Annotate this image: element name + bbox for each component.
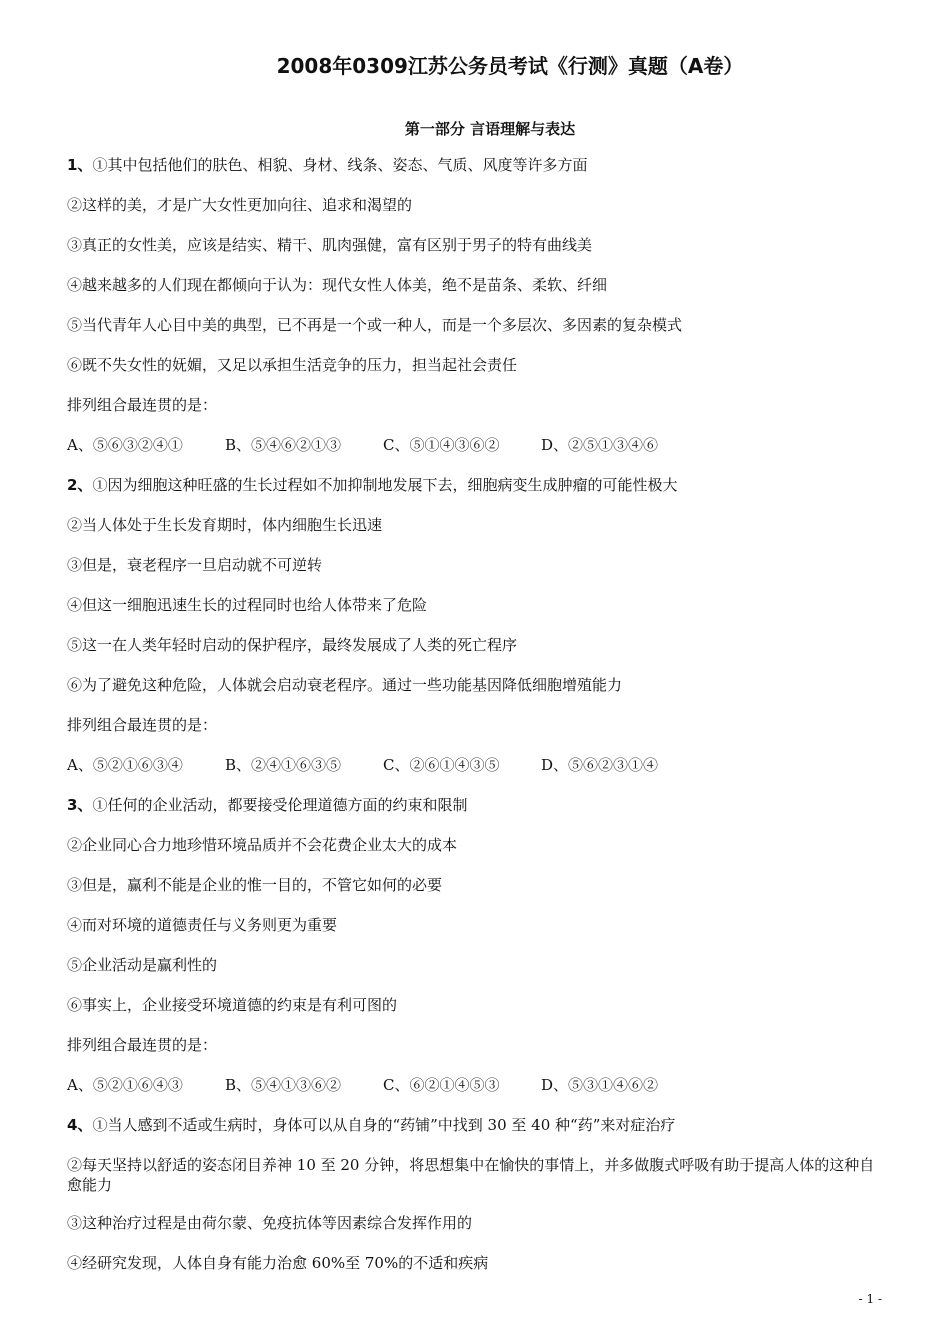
option-a: A、⑤②①⑥④③ [67, 1076, 183, 1094]
question-2-first-line: 2、①因为细胞这种旺盛的生长过程如不加抑制地发展下去，细胞病变生成肿瘤的可能性极大 [67, 476, 678, 494]
question-4-line: ④经研究发现，人体自身有能力治愈 60%至 70%的不适和疾病 [67, 1254, 489, 1272]
question-3-line: ④而对环境的道德责任与义务则更为重要 [67, 916, 338, 934]
option-a: A、⑤⑥③②④① [67, 436, 183, 454]
question-1-first-line: 1、①其中包括他们的肤色、相貌、身材、线条、姿态、气质、风度等许多方面 [67, 156, 588, 174]
question-1-line: ③真正的女性美，应该是结实、精干、肌肉强健，富有区别于男子的特有曲线美 [67, 236, 593, 254]
question-3-line: ②企业同心合力地珍惜环境品质并不会花费企业太大的成本 [67, 836, 458, 854]
question-2-line: ②当人体处于生长发育期时，体内细胞生长迅速 [67, 516, 383, 534]
question-number: 1、 [67, 156, 93, 174]
option-c: C、②⑥①④③⑤ [383, 756, 500, 774]
question-1-line: ④越来越多的人们现在都倾向于认为：现代女性人体美，绝不是苗条、柔软、纤细 [67, 276, 608, 294]
question-3-first-line: 3、①任何的企业活动，都要接受伦理道德方面的约束和限制 [67, 796, 468, 814]
option-b: B、⑤④⑥②①③ [225, 436, 342, 454]
question-number: 2、 [67, 476, 93, 494]
question-4-first-line: 4、①当人感到不适或生病时，身体可以从自身的“药铺”中找到 30 至 40 种“药”来对症治疗 [67, 1116, 676, 1134]
question-3-line: ③但是，赢利不能是企业的惟一目的，不管它如何的必要 [67, 876, 443, 894]
option-c: C、⑥②①④⑤③ [383, 1076, 500, 1094]
page-title: 2008年0309江苏公务员考试《行测》真题（A卷） [276, 54, 744, 78]
option-c: C、⑤①④③⑥② [383, 436, 500, 454]
question-3-line: ⑤企业活动是赢利性的 [67, 956, 218, 974]
section-heading: 第一部分 言语理解与表达 [404, 120, 576, 138]
question-2-options [67, 755, 887, 775]
question-number: 4、 [67, 1116, 93, 1134]
question-1-line: ⑥既不失女性的妩媚，又足以承担生活竞争的压力，担当起社会责任 [67, 356, 518, 374]
option-d: D、⑤③①④⑥② [541, 1076, 659, 1094]
question-4-line: ③这种治疗过程是由荷尔蒙、免疫抗体等因素综合发挥作用的 [67, 1214, 473, 1232]
question-1-line: ②这样的美，才是广大女性更加向往、追求和渴望的 [67, 196, 413, 214]
question-2-line: ⑥为了避免这种危险，人体就会启动衰老程序。通过一些功能基因降低细胞增殖能力 [67, 676, 623, 694]
option-d: D、⑤⑥②③①④ [541, 756, 659, 774]
option-b: B、⑤④①③⑥② [225, 1076, 342, 1094]
questions-content [67, 155, 887, 1293]
option-d: D、②⑤①③④⑥ [541, 436, 659, 454]
question-1-options [67, 435, 887, 455]
option-b: B、②④①⑥③⑤ [225, 756, 342, 774]
question-number: 3、 [67, 796, 93, 814]
question-2-line: ④但这一细胞迅速生长的过程同时也给人体带来了危险 [67, 596, 428, 614]
question-4-line: ②每天坚持以舒适的姿态闭目养神 10 至 20 分钟，将思想集中在愉快的事情上，并多做腹式呼吸有助于提高人体的这种自愈能力 [67, 1156, 875, 1194]
question-2-prompt: 排列组合最连贯的是： [67, 716, 218, 734]
question-2-line: ⑤这一在人类年轻时启动的保护程序，最终发展成了人类的死亡程序 [67, 636, 518, 654]
question-2-line: ③但是，衰老程序一旦启动就不可逆转 [67, 556, 323, 574]
question-3-options [67, 1075, 887, 1095]
question-3-line: ⑥事实上，企业接受环境道德的约束是有利可图的 [67, 996, 398, 1014]
page-number: - 1 - [858, 1292, 882, 1306]
option-a: A、⑤②①⑥③④ [67, 756, 183, 774]
question-1-prompt: 排列组合最连贯的是： [67, 396, 218, 414]
question-3-prompt: 排列组合最连贯的是： [67, 1036, 218, 1054]
question-1-line: ⑤当代青年人心目中美的典型，已不再是一个或一种人，而是一个多层次、多因素的复杂模式 [67, 316, 683, 334]
